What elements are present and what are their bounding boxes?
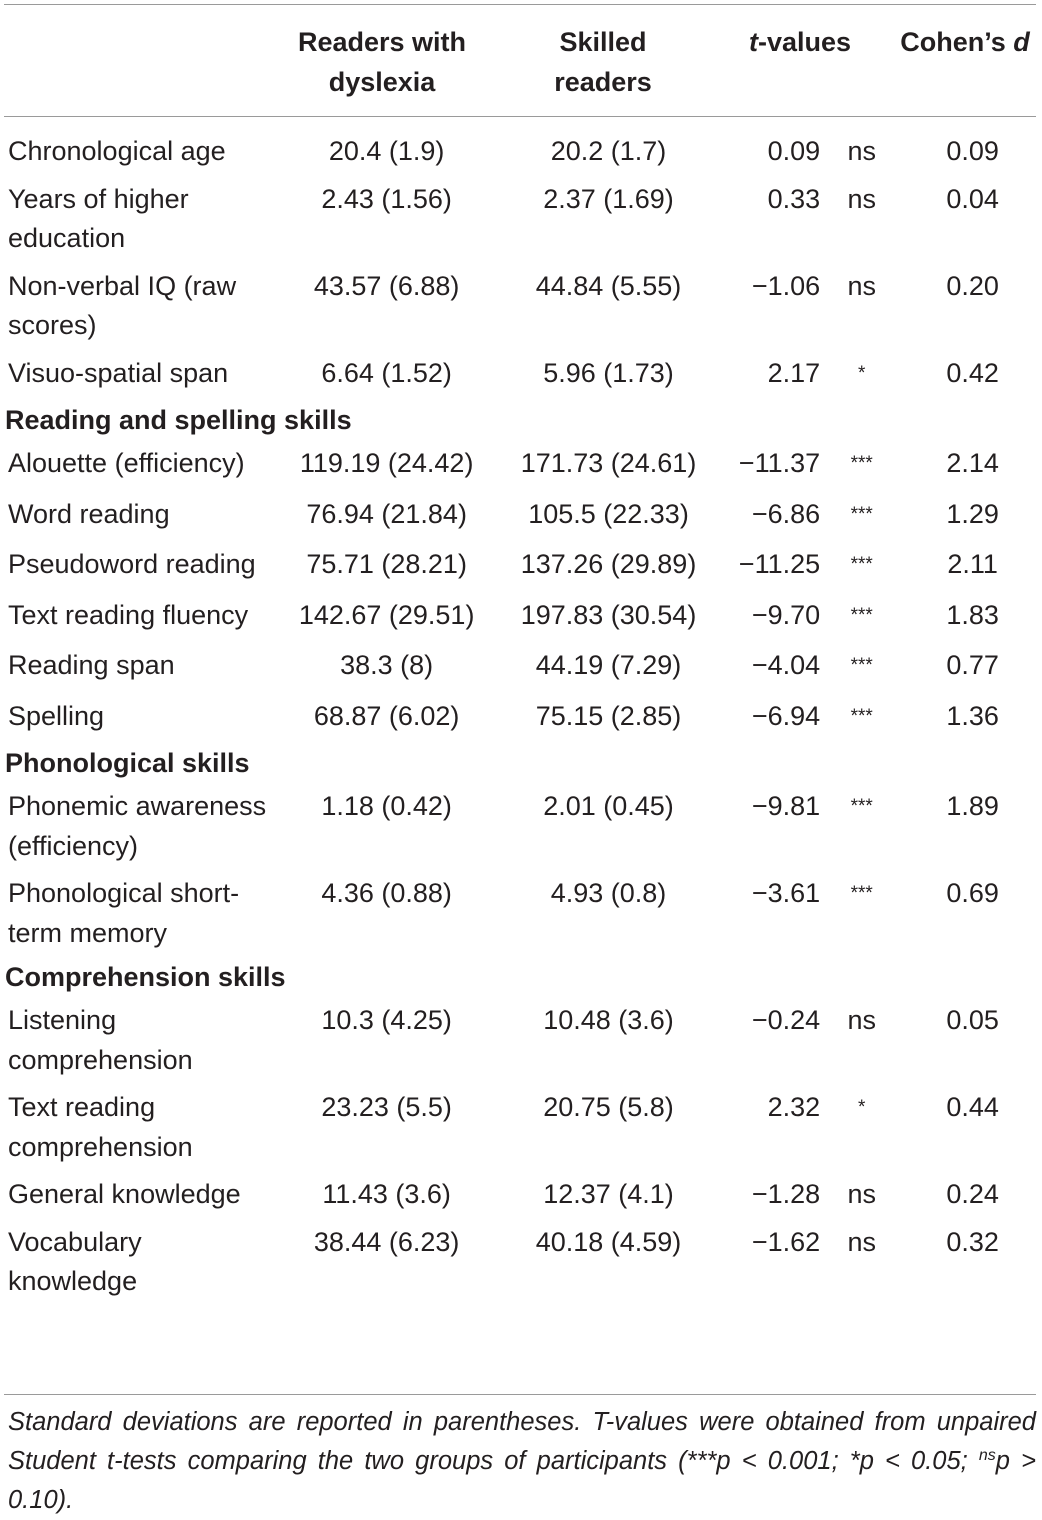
footnote-text: Standard deviations are reported in parentheses. T-values were obtained from unpaired Student t-tests comparing the two groups of participants (***p < 0.001; *p < 0.05; bbox=[8, 1408, 1036, 1475]
column-header-dyslexia bbox=[250, 22, 514, 102]
t-value: −6.86 bbox=[751, 498, 821, 529]
header-line: dyslexia bbox=[328, 67, 436, 97]
row-label: Text reading fluency bbox=[8, 599, 249, 630]
footnote-superscript: ns bbox=[978, 1447, 996, 1464]
skilled-value: 75.15 (2.85) bbox=[535, 700, 682, 731]
cohens-d-value: 1.89 bbox=[946, 791, 999, 821]
header-t-rest: -values bbox=[757, 27, 852, 57]
row-label: Visuo-spatial span bbox=[8, 357, 229, 388]
top-rule bbox=[4, 4, 1036, 5]
t-value: 0.33 bbox=[767, 183, 821, 214]
row-label: Phonological short-term memory bbox=[8, 878, 240, 948]
table-row bbox=[0, 350, 1042, 401]
skilled-value: 2.37 (1.69) bbox=[543, 183, 674, 214]
cohens-d-value: 1.29 bbox=[946, 498, 999, 529]
section-header-row bbox=[0, 743, 1042, 783]
t-value: −1.28 bbox=[751, 1179, 821, 1209]
significance-stars: *** bbox=[850, 554, 873, 575]
t-value: −9.70 bbox=[751, 599, 821, 630]
cohens-d-value: 0.42 bbox=[946, 357, 999, 388]
cohens-d-value: 0.77 bbox=[946, 650, 999, 680]
header-d-italic: d bbox=[1013, 27, 1030, 57]
t-value: −1.62 bbox=[751, 1226, 821, 1257]
table-row bbox=[0, 440, 1042, 491]
dyslexia-value: 68.87 (6.02) bbox=[313, 700, 460, 731]
dyslexia-value: 76.94 (21.84) bbox=[306, 498, 467, 529]
dyslexia-value: 43.57 (6.88) bbox=[313, 270, 460, 301]
significance-stars: * bbox=[858, 362, 866, 384]
table-row bbox=[0, 592, 1042, 643]
skilled-value: 197.83 (30.54) bbox=[520, 599, 697, 630]
significance-stars: *** bbox=[850, 796, 873, 817]
dyslexia-value: 23.23 (5.5) bbox=[321, 1092, 452, 1122]
column-header-skilled bbox=[490, 22, 716, 102]
dyslexia-value: 75.71 (28.21) bbox=[306, 549, 467, 579]
cohens-d-value: 2.11 bbox=[947, 549, 998, 579]
row-label: Vocabulary knowledge bbox=[8, 1226, 142, 1296]
significance-stars: *** bbox=[850, 705, 873, 727]
significance-marker bbox=[820, 870, 903, 957]
significance-marker: ns bbox=[847, 1179, 876, 1209]
skilled-value: 2.01 (0.45) bbox=[543, 791, 674, 821]
t-value: 2.17 bbox=[767, 357, 821, 388]
skilled-value: 10.48 (3.6) bbox=[543, 1005, 674, 1035]
dyslexia-value: 119.19 (24.42) bbox=[299, 448, 474, 478]
skilled-value: 105.5 (22.33) bbox=[528, 498, 689, 529]
row-label: Chronological age bbox=[8, 136, 226, 166]
skilled-value: 44.84 (5.55) bbox=[535, 270, 682, 301]
significance-stars: * bbox=[858, 1097, 866, 1118]
skilled-value: 12.37 (4.1) bbox=[543, 1179, 674, 1209]
header-line: Readers with bbox=[297, 27, 467, 57]
section-header-row bbox=[0, 957, 1042, 997]
table-row bbox=[0, 1084, 1042, 1171]
t-value: −4.04 bbox=[751, 650, 821, 680]
cohens-d-value: 0.69 bbox=[946, 878, 999, 908]
table-row bbox=[0, 642, 1042, 693]
significance-marker bbox=[820, 1084, 903, 1171]
cohens-d-value: 0.04 bbox=[946, 183, 999, 214]
significance-marker bbox=[820, 783, 903, 870]
cohens-d-value: 0.05 bbox=[946, 1005, 999, 1035]
column-header-cohens-d bbox=[890, 22, 1040, 62]
dyslexia-value: 38.3 (8) bbox=[340, 650, 434, 680]
t-value: −9.81 bbox=[751, 791, 821, 821]
cohens-d-value: 2.14 bbox=[946, 448, 999, 478]
significance-marker bbox=[820, 642, 903, 693]
significance-marker bbox=[820, 440, 903, 491]
significance-stars: *** bbox=[850, 883, 873, 904]
header-rule bbox=[4, 116, 1036, 117]
row-label: General knowledge bbox=[8, 1179, 241, 1209]
table-row bbox=[0, 783, 1042, 870]
dyslexia-value: 2.43 (1.56) bbox=[321, 183, 452, 214]
header-t-italic: t bbox=[748, 27, 758, 57]
bottom-rule bbox=[4, 1394, 1036, 1395]
dyslexia-value: 38.44 (6.23) bbox=[313, 1226, 460, 1257]
table-row bbox=[0, 263, 1042, 350]
dyslexia-value: 1.18 (0.42) bbox=[321, 791, 452, 821]
row-label: Text reading comprehension bbox=[8, 1092, 193, 1162]
significance-marker bbox=[820, 491, 903, 542]
significance-marker: ns bbox=[847, 270, 876, 301]
table-row bbox=[0, 541, 1042, 592]
t-value: −1.06 bbox=[751, 270, 821, 301]
t-value: −11.37 bbox=[738, 448, 821, 478]
significance-marker bbox=[820, 693, 903, 744]
column-header-t-values bbox=[730, 22, 870, 62]
significance-marker bbox=[820, 350, 903, 401]
significance-stars: *** bbox=[850, 453, 873, 474]
row-label: Phonemic awareness (efficiency) bbox=[8, 791, 267, 861]
cohens-d-value: 0.44 bbox=[946, 1092, 999, 1122]
t-value: 2.32 bbox=[767, 1092, 821, 1122]
skilled-value: 44.19 (7.29) bbox=[535, 650, 682, 680]
row-label: Years of higher education bbox=[8, 183, 189, 253]
significance-marker: ns bbox=[847, 1005, 876, 1035]
dyslexia-value: 20.4 (1.9) bbox=[328, 136, 445, 166]
cohens-d-value: 1.83 bbox=[946, 599, 999, 630]
table-row bbox=[0, 128, 1042, 176]
t-value: −3.61 bbox=[751, 878, 821, 908]
significance-marker: ns bbox=[847, 1226, 876, 1257]
section-header-row bbox=[0, 400, 1042, 440]
row-label: Alouette (efficiency) bbox=[8, 448, 245, 478]
significance-stars: *** bbox=[850, 604, 873, 626]
significance-marker: ns bbox=[847, 136, 876, 166]
skilled-value: 4.93 (0.8) bbox=[550, 878, 667, 908]
skilled-value: 40.18 (4.59) bbox=[535, 1226, 682, 1257]
t-value: 0.09 bbox=[767, 136, 821, 166]
cohens-d-value: 0.20 bbox=[946, 270, 999, 301]
significance-marker bbox=[820, 592, 903, 643]
row-label: Reading span bbox=[8, 650, 175, 680]
table-row bbox=[0, 1219, 1042, 1306]
data-table bbox=[0, 128, 1042, 1306]
skilled-value: 20.2 (1.7) bbox=[550, 136, 667, 166]
table-row bbox=[0, 693, 1042, 744]
significance-stars: *** bbox=[850, 503, 873, 525]
table-row bbox=[0, 491, 1042, 542]
table-row bbox=[0, 997, 1042, 1084]
t-value: −11.25 bbox=[738, 549, 821, 579]
header-line: readers bbox=[554, 67, 652, 97]
skilled-value: 137.26 (29.89) bbox=[520, 549, 697, 579]
row-label: Pseudoword reading bbox=[8, 549, 256, 579]
significance-marker bbox=[820, 541, 903, 592]
table-row bbox=[0, 176, 1042, 263]
table-footnote bbox=[8, 1403, 1036, 1520]
row-label: Listening comprehension bbox=[8, 1005, 193, 1075]
t-value: −0.24 bbox=[751, 1005, 821, 1035]
row-label: Word reading bbox=[8, 498, 170, 529]
significance-marker: ns bbox=[847, 183, 876, 214]
t-value: −6.94 bbox=[751, 700, 821, 731]
table-row bbox=[0, 870, 1042, 957]
cohens-d-value: 0.09 bbox=[946, 136, 999, 166]
footnote-text-end: p > 0.10). bbox=[8, 1447, 1036, 1514]
row-label: Spelling bbox=[8, 700, 105, 731]
section-header: Comprehension skills bbox=[5, 962, 286, 992]
header-d-prefix: Cohen’s bbox=[900, 27, 1014, 57]
dyslexia-value: 10.3 (4.25) bbox=[321, 1005, 452, 1035]
section-header: Phonological skills bbox=[5, 748, 250, 778]
dyslexia-value: 4.36 (0.88) bbox=[321, 878, 452, 908]
dyslexia-value: 6.64 (1.52) bbox=[321, 357, 452, 388]
dyslexia-value: 11.43 (3.6) bbox=[322, 1179, 451, 1209]
section-header: Reading and spelling skills bbox=[5, 405, 352, 435]
cohens-d-value: 0.32 bbox=[946, 1226, 999, 1257]
header-line: Skilled bbox=[559, 27, 647, 57]
row-label: Non-verbal IQ (raw scores) bbox=[8, 270, 237, 340]
table-body bbox=[0, 128, 1042, 1306]
dyslexia-value: 142.67 (29.51) bbox=[298, 599, 475, 630]
cohens-d-value: 1.36 bbox=[946, 700, 999, 731]
skilled-value: 5.96 (1.73) bbox=[543, 357, 674, 388]
skilled-value: 20.75 (5.8) bbox=[543, 1092, 674, 1122]
table-row bbox=[0, 1171, 1042, 1219]
skilled-value: 171.73 (24.61) bbox=[520, 448, 697, 478]
cohens-d-value: 0.24 bbox=[946, 1179, 999, 1209]
significance-stars: *** bbox=[850, 655, 873, 676]
